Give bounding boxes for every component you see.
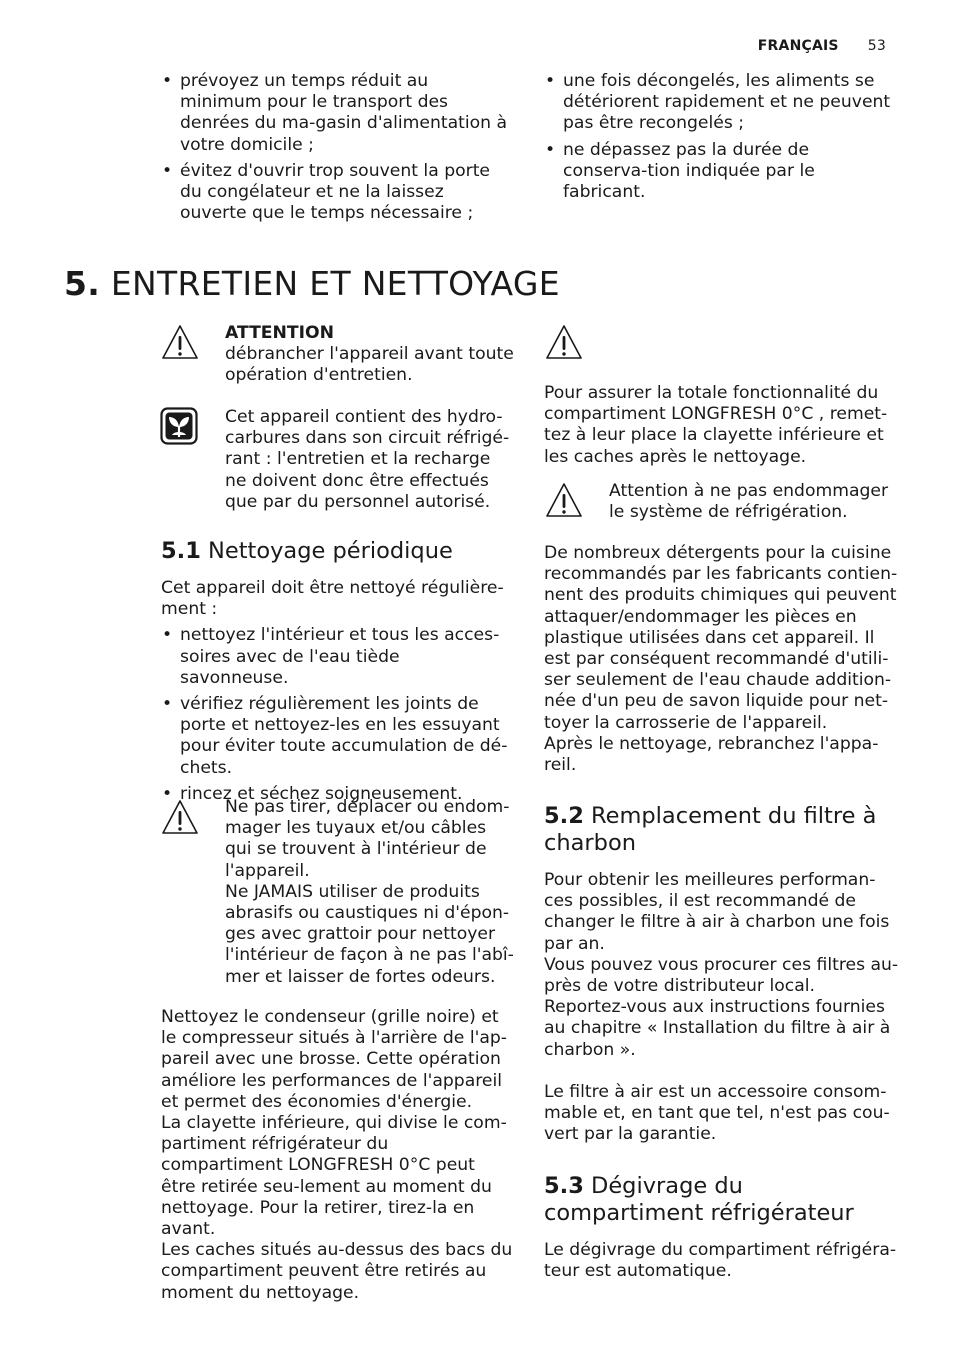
- subsection-5-2-body: [544, 870, 900, 1145]
- subsection-number: 5.1: [161, 538, 201, 564]
- subsection-title-text: Nettoyage périodique: [208, 538, 453, 564]
- list-item: • évitez d'ouvrir trop souvent la porte du congélateur et ne la laissez ouverte que le temps nécessaire ;: [161, 161, 513, 225]
- paragraph: De nombreux détergents pour la cuisine recommandés par les fabricants contien-nent des produits chimiques qui peuvent attaquer/endommager les pièces en plastique utilisées dans cet appareil. Il est par conséquent recommandé d'utili-ser seulement de l'eau chaude addition-née d'un peu de savon liquide pour net-toyer la carrosserie de l'appareil.: [544, 543, 898, 733]
- paragraph: Vous pouvez vous procurer ces filtres au-près de votre distributeur local.: [544, 954, 899, 997]
- warning-triangle-icon: [544, 323, 584, 363]
- attention-label: ATTENTION: [225, 323, 335, 343]
- subsection-title-5-2: [544, 803, 900, 857]
- right-paragraphs: [544, 543, 900, 776]
- paragraph: Les caches situés au-dessus des bacs du compartiment peuvent être retirés au moment du nettoyage.: [161, 1240, 513, 1303]
- top-right-column: [544, 71, 898, 208]
- top-left-bullets: [161, 71, 513, 224]
- subsection-title-text: Remplacement du filtre à charbon: [544, 803, 877, 856]
- subsection-title-5-1: [161, 538, 521, 565]
- environment-icon: [160, 407, 198, 445]
- warning-text: Ne JAMAIS utiliser de produits abrasifs ou caustiques ni d'épon-ges avec grattoir pour nettoyer l'intérieur de façon à ne pas l'abî-mer et laisser de fortes odeurs.: [225, 881, 514, 987]
- top-left-column: [161, 71, 513, 229]
- subsection-5-3-body: Le dégivrage du compartiment réfrigéra-teur est automatique.: [544, 1240, 897, 1282]
- top-right-bullets: [544, 71, 898, 203]
- section-number: 5.: [64, 264, 101, 303]
- section-title: [64, 264, 560, 303]
- warning-triangle-icon: [160, 798, 200, 838]
- header-language: FRANÇAIS: [757, 38, 839, 54]
- paragraph: Nettoyez le condenseur (grille noire) et le compresseur situés à l'arrière de l'ap-pareil avec une brosse. Cette opération améliore les performances de l'appareil et permet des économies d'énergie.: [161, 1007, 507, 1112]
- page-number: 53: [867, 38, 886, 54]
- paragraph: Reportez-vous aux instructions fournies au chapitre « Installation du filtre à air à charbon ».: [544, 997, 891, 1060]
- list-item: • rincez et séchez soigneusement.: [161, 784, 513, 805]
- refrigeration-warning-text: Attention à ne pas endommager le système de réfrigération.: [609, 481, 889, 523]
- list-item: • vérifiez régulièrement les joints de porte et nettoyez-les en les essuyant pour éviter toute accumulation de dé-chets.: [161, 694, 513, 779]
- subsection-number: 5.2: [544, 803, 584, 829]
- subsection-number: 5.3: [544, 1173, 584, 1199]
- attention-text: débrancher l'appareil avant toute opération d'entretien.: [225, 344, 514, 386]
- warning-triangle-icon: [544, 481, 584, 521]
- paragraph: La clayette inférieure, qui divise le com-partiment réfrigérateur du compartiment LONGFRESH 0°C peut être retirée seu-lement au moment du nettoyage. Pour la retirer, tirez-la en avant.: [161, 1113, 507, 1240]
- list-item: • ne dépassez pas la durée de conserva-tion indiquée par le fabricant.: [544, 140, 898, 204]
- paragraph: Pour obtenir les meilleures performan-ces possibles, il est recommandé de changer le filtre à air à charbon une fois par an.: [544, 870, 890, 954]
- paragraph: Après le nettoyage, rebranchez l'appa-reil.: [544, 733, 879, 776]
- right-paragraph-1: Pour assurer la totale fonctionnalité du compartiment LONGFRESH 0°C , remet-tez à leur place la clayette inférieure et les caches après le nettoyage.: [544, 383, 888, 467]
- list-item: • nettoyez l'intérieur et tous les acces-soires avec de l'eau tiède savonneuse.: [161, 625, 513, 689]
- list-item: • une fois décongelés, les aliments se détériorent rapidement et ne peuvent pas être recongelés ;: [544, 71, 898, 135]
- warning-block-2: [225, 797, 517, 988]
- subsection-title-text: Dégivrage du compartiment réfrigérateur: [544, 1173, 854, 1226]
- page-header: [758, 38, 886, 54]
- attention-block: [225, 323, 517, 387]
- cleaning-bullets: [161, 625, 513, 805]
- warning-triangle-icon: [160, 323, 200, 363]
- left-paragraphs: [161, 1007, 513, 1304]
- paragraph: Cet appareil doit être nettoyé régulière-ment :: [161, 578, 504, 620]
- paragraph: Le filtre à air est un accessoire consom-mable et, en tant que tel, n'est pas cou-vert par la garantie.: [544, 1081, 890, 1145]
- section-title-text: ENTRETIEN ET NETTOYAGE: [110, 264, 560, 303]
- subsection-5-1-body: [161, 578, 513, 810]
- environment-text: Cet appareil contient des hydro-carbures dans son circuit réfrigé-rant : l'entretien et la recharge ne doivent donc être effectués que par du personnel autorisé.: [225, 407, 510, 512]
- warning-text: Ne pas tirer, déplacer ou endom-mager les tuyaux et/ou câbles qui se trouvent à l'intérieur de l'appareil.: [225, 797, 510, 881]
- subsection-title-5-3: [544, 1173, 900, 1227]
- list-item: • prévoyez un temps réduit au minimum pour le transport des denrées du ma-gasin d'alimentation à votre domicile ;: [161, 71, 513, 156]
